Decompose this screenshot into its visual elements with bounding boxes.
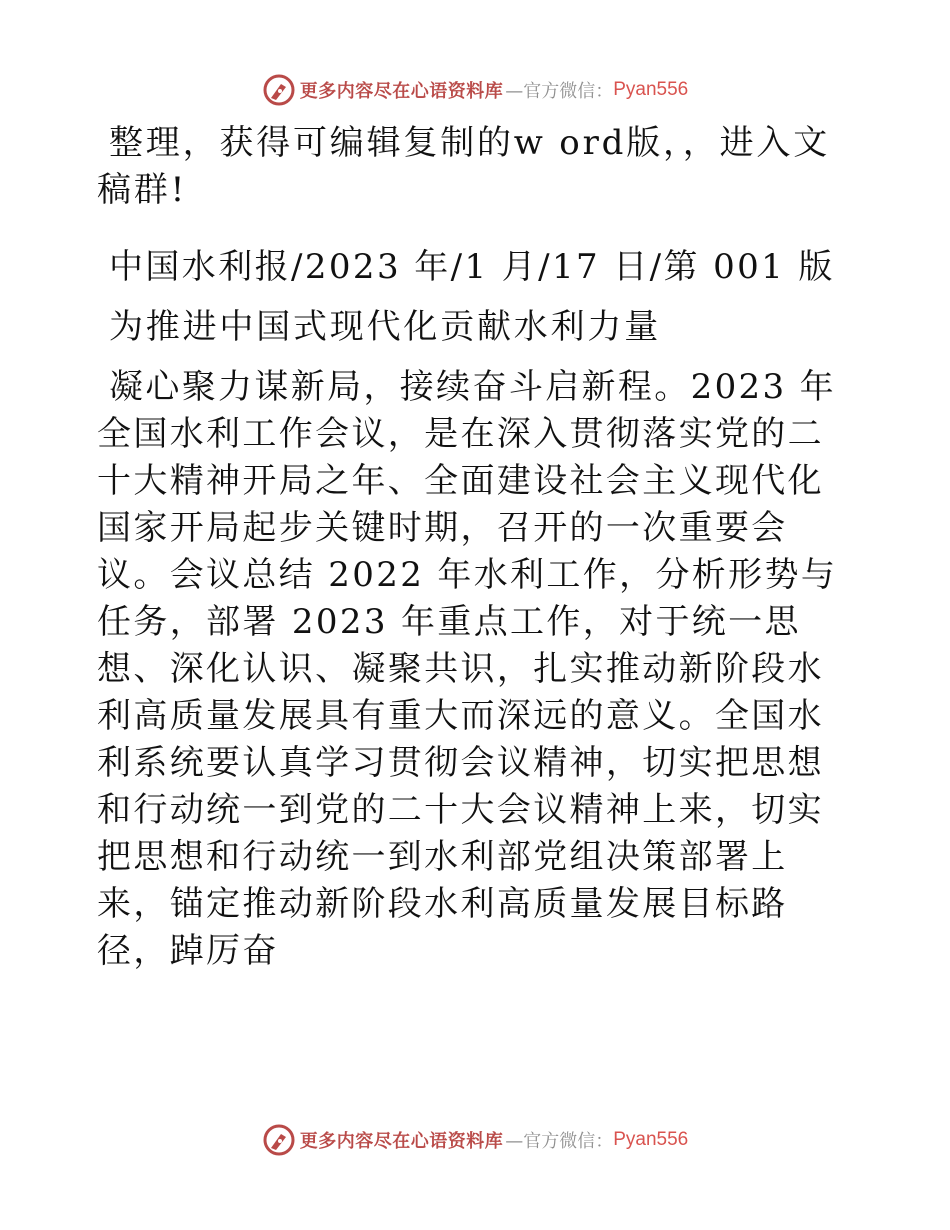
watermark-wechat-id: Pyan556 <box>613 79 689 100</box>
pen-nib-circle-icon <box>262 73 296 107</box>
intro-paragraph: 整理，获得可编辑复制的w ord版，，进入文稿群! <box>97 123 830 210</box>
source-line: 中国水利报/2023 年/1 月/17 日/第 001 版 <box>109 247 835 287</box>
article-headline: 为推进中国式现代化贡献水利力量 <box>109 307 661 347</box>
pen-nib-circle-icon <box>262 1123 296 1157</box>
watermark-brand: 更多内容尽在心语资料库 <box>299 1131 504 1152</box>
footer-watermark <box>0 1120 950 1160</box>
header-watermark <box>0 70 950 110</box>
watermark-brand: 更多内容尽在心语资料库 <box>299 81 504 102</box>
watermark-official: —官方微信： <box>505 81 614 102</box>
watermark-wechat-id: Pyan556 <box>613 1129 689 1150</box>
watermark-official: —官方微信： <box>505 1131 614 1152</box>
article-body: 凝心聚力谋新局，接续奋斗启新程。2023 年全国水利工作会议，是在深入贯彻落实党的二十大精神开局之年、全面建设社会主义现代化国家开局起步关键时期，召开的一次重要会议。会议总结 2022 年水利工作，分析形势与任务，部署 2023 年重点工作，对于统一思想、深化认识、凝聚共识，扎实推动新阶段水利高质量发展具有重大而深远的意义。全国水利系统要认真学习贯彻会议精神，切实把思想和行动统一到党的二十大会议精神上来，切实把思想和行动统一到水利部党组决策部署上来，锚定推动新阶段水利高质量发展目标路径，踔厉奋 <box>97 367 838 971</box>
document-body <box>97 120 857 975</box>
